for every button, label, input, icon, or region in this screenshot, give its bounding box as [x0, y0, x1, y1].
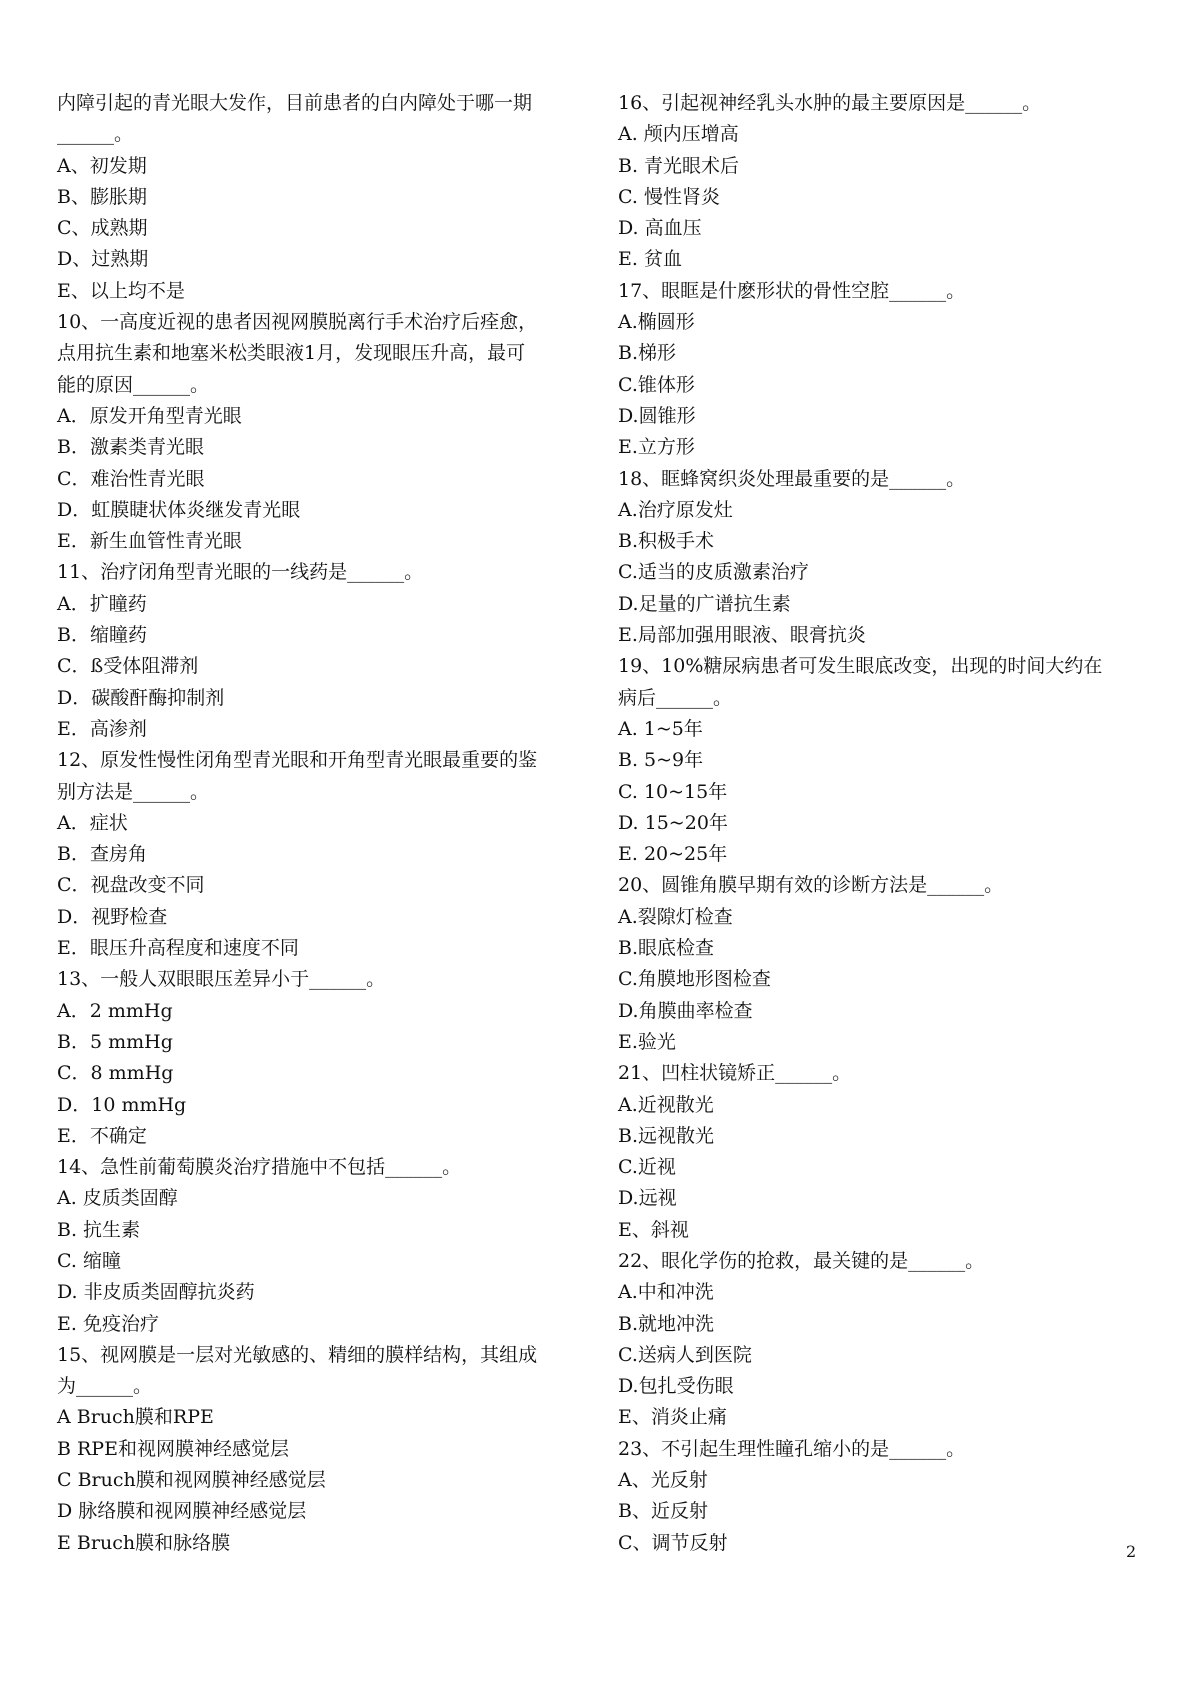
text-line: B．激素类青光眼 — [57, 436, 204, 459]
text-line: A Bruch膜和RPE — [57, 1406, 214, 1429]
text-line: 别方法是______。 — [57, 780, 210, 803]
text-line: E、消炎止痛 — [618, 1406, 727, 1429]
text-line: A.中和冲洗 — [618, 1281, 714, 1304]
text-line: C. 10~15年 — [618, 780, 728, 803]
text-line: C. 慢性肾炎 — [618, 185, 720, 208]
text-line: E.局部加强用眼液、眼膏抗炎 — [618, 624, 866, 647]
text-line: E.立方形 — [618, 436, 695, 459]
text-line: B. 抗生素 — [57, 1218, 141, 1241]
text-line: C Bruch膜和视网膜神经感觉层 — [57, 1469, 326, 1492]
text-line: D.远视 — [618, 1187, 677, 1210]
text-line: D 脉络膜和视网膜神经感觉层 — [57, 1500, 307, 1523]
text-line: A. 1~5年 — [618, 717, 703, 740]
text-line: D.包扎受伤眼 — [618, 1375, 734, 1398]
text-line: ______。 — [57, 123, 134, 146]
text-line: C.送病人到医院 — [618, 1343, 752, 1366]
text-line: C、成熟期 — [57, 217, 148, 240]
text-line: A．2 mmHg — [57, 999, 173, 1022]
text-line: C.适当的皮质激素治疗 — [618, 561, 809, 584]
text-line: B.眼底检查 — [618, 937, 715, 960]
text-line: 14、急性前葡萄膜炎治疗措施中不包括______。 — [57, 1156, 462, 1179]
text-line: A.裂隙灯检查 — [618, 905, 733, 928]
text-line: E、以上均不是 — [57, 279, 185, 302]
text-line: 17、眼眶是什麽形状的骨性空腔______。 — [618, 279, 966, 302]
text-line: 病后______。 — [618, 686, 733, 709]
text-line: A、初发期 — [57, 154, 147, 177]
text-line: B．缩瞳药 — [57, 624, 147, 647]
text-line: B.就地冲洗 — [618, 1312, 715, 1335]
text-line: A．扩瞳药 — [57, 592, 147, 615]
text-line: B.积极手术 — [618, 530, 715, 553]
text-line: D.圆锥形 — [618, 404, 696, 427]
text-line: C．视盘改变不同 — [57, 874, 205, 897]
text-line: A.近视散光 — [618, 1093, 714, 1116]
text-line: C、调节反射 — [618, 1531, 728, 1554]
text-line: E．眼压升高程度和速度不同 — [57, 937, 299, 960]
text-line: D. 非皮质类固醇抗炎药 — [57, 1281, 255, 1304]
text-line: E Bruch膜和脉络膜 — [57, 1531, 231, 1554]
text-line: B．查房角 — [57, 843, 147, 866]
text-line: A.治疗原发灶 — [618, 498, 733, 521]
text-line: B、膨胀期 — [57, 185, 147, 208]
text-line: 19、10%糖尿病患者可发生眼底改变，出现的时间大约在 — [618, 655, 1103, 678]
text-line: E．新生血管性青光眼 — [57, 530, 242, 553]
text-line: E．高渗剂 — [57, 717, 147, 740]
text-line: B.梯形 — [618, 342, 677, 365]
text-line: C.锥体形 — [618, 373, 695, 396]
text-line: B.远视散光 — [618, 1124, 715, 1147]
text-line: A．症状 — [57, 811, 128, 834]
text-line: 12、原发性慢性闭角型青光眼和开角型青光眼最重要的鉴 — [57, 749, 538, 772]
text-line: 20、圆锥角膜早期有效的诊断方法是______。 — [618, 874, 1004, 897]
text-line: C．ß受体阻滞剂 — [57, 655, 199, 678]
text-line: E. 贫血 — [618, 248, 682, 271]
right-column — [618, 88, 1148, 1559]
text-line: 16、引起视神经乳头水肿的最主要原因是______。 — [618, 92, 1042, 114]
page-number: 2 — [1126, 1542, 1137, 1561]
text-line: E、斜视 — [618, 1218, 689, 1241]
text-line: 15、视网膜是一层对光敏感的、精细的膜样结构，其组成 — [57, 1343, 538, 1366]
text-line: A、光反射 — [618, 1469, 708, 1492]
text-line: C.角膜地形图检查 — [618, 968, 771, 991]
text-line: 点用抗生素和地塞米松类眼液1月，发现眼压升高，最可 — [57, 342, 526, 365]
text-line: C.近视 — [618, 1156, 676, 1179]
text-line: A.椭圆形 — [618, 311, 695, 334]
text-line: A. 颅内压增高 — [618, 123, 739, 146]
text-line: B. 青光眼术后 — [618, 154, 740, 177]
text-line: 21、凹柱状镜矫正______。 — [618, 1062, 852, 1085]
text-line: E.验光 — [618, 1030, 676, 1053]
text-line: B．5 mmHg — [57, 1030, 173, 1053]
text-line: C．8 mmHg — [57, 1062, 174, 1085]
text-line: C. 缩瞳 — [57, 1249, 121, 1272]
text-line: D. 高血压 — [618, 217, 702, 240]
text-line: 18、眶蜂窝织炎处理最重要的是______。 — [618, 467, 966, 490]
text-line: 23、不引起生理性瞳孔缩小的是______。 — [618, 1437, 966, 1460]
text-line: D．10 mmHg — [57, 1093, 187, 1116]
text-line: E．不确定 — [57, 1124, 147, 1147]
text-line: E. 免疫治疗 — [57, 1312, 159, 1335]
text-line: D.角膜曲率检查 — [618, 999, 753, 1022]
text-line: D、过熟期 — [57, 248, 149, 271]
text-line: 13、一般人双眼眼压差异小于______。 — [57, 968, 386, 991]
text-line: E. 20~25年 — [618, 843, 728, 866]
text-line: D.足量的广谱抗生素 — [618, 592, 791, 615]
text-line: B. 5~9年 — [618, 749, 704, 772]
left-column — [57, 88, 587, 1559]
text-line: B、近反射 — [618, 1500, 708, 1523]
text-line: D．视野检查 — [57, 905, 168, 928]
text-line: 内障引起的青光眼大发作，目前患者的白内障处于哪一期 — [57, 92, 533, 114]
text-line: D. 15~20年 — [618, 811, 728, 834]
text-line: 为______。 — [57, 1375, 153, 1398]
text-line: B RPE和视网膜神经感觉层 — [57, 1437, 289, 1460]
text-line: A．原发开角型青光眼 — [57, 404, 242, 427]
text-line: D．碳酸酐酶抑制剂 — [57, 686, 225, 709]
text-line: C．难治性青光眼 — [57, 467, 205, 490]
text-line: A. 皮质类固醇 — [57, 1187, 178, 1210]
text-line: 22、眼化学伤的抢救，最关键的是______。 — [618, 1249, 985, 1272]
text-line: 能的原因______。 — [57, 373, 210, 396]
text-line: 10、一高度近视的患者因视网膜脱离行手术治疗后痊愈， — [57, 311, 538, 334]
text-line: D．虹膜睫状体炎继发青光眼 — [57, 498, 301, 521]
text-line: 11、治疗闭角型青光眼的一线药是______。 — [57, 561, 424, 584]
